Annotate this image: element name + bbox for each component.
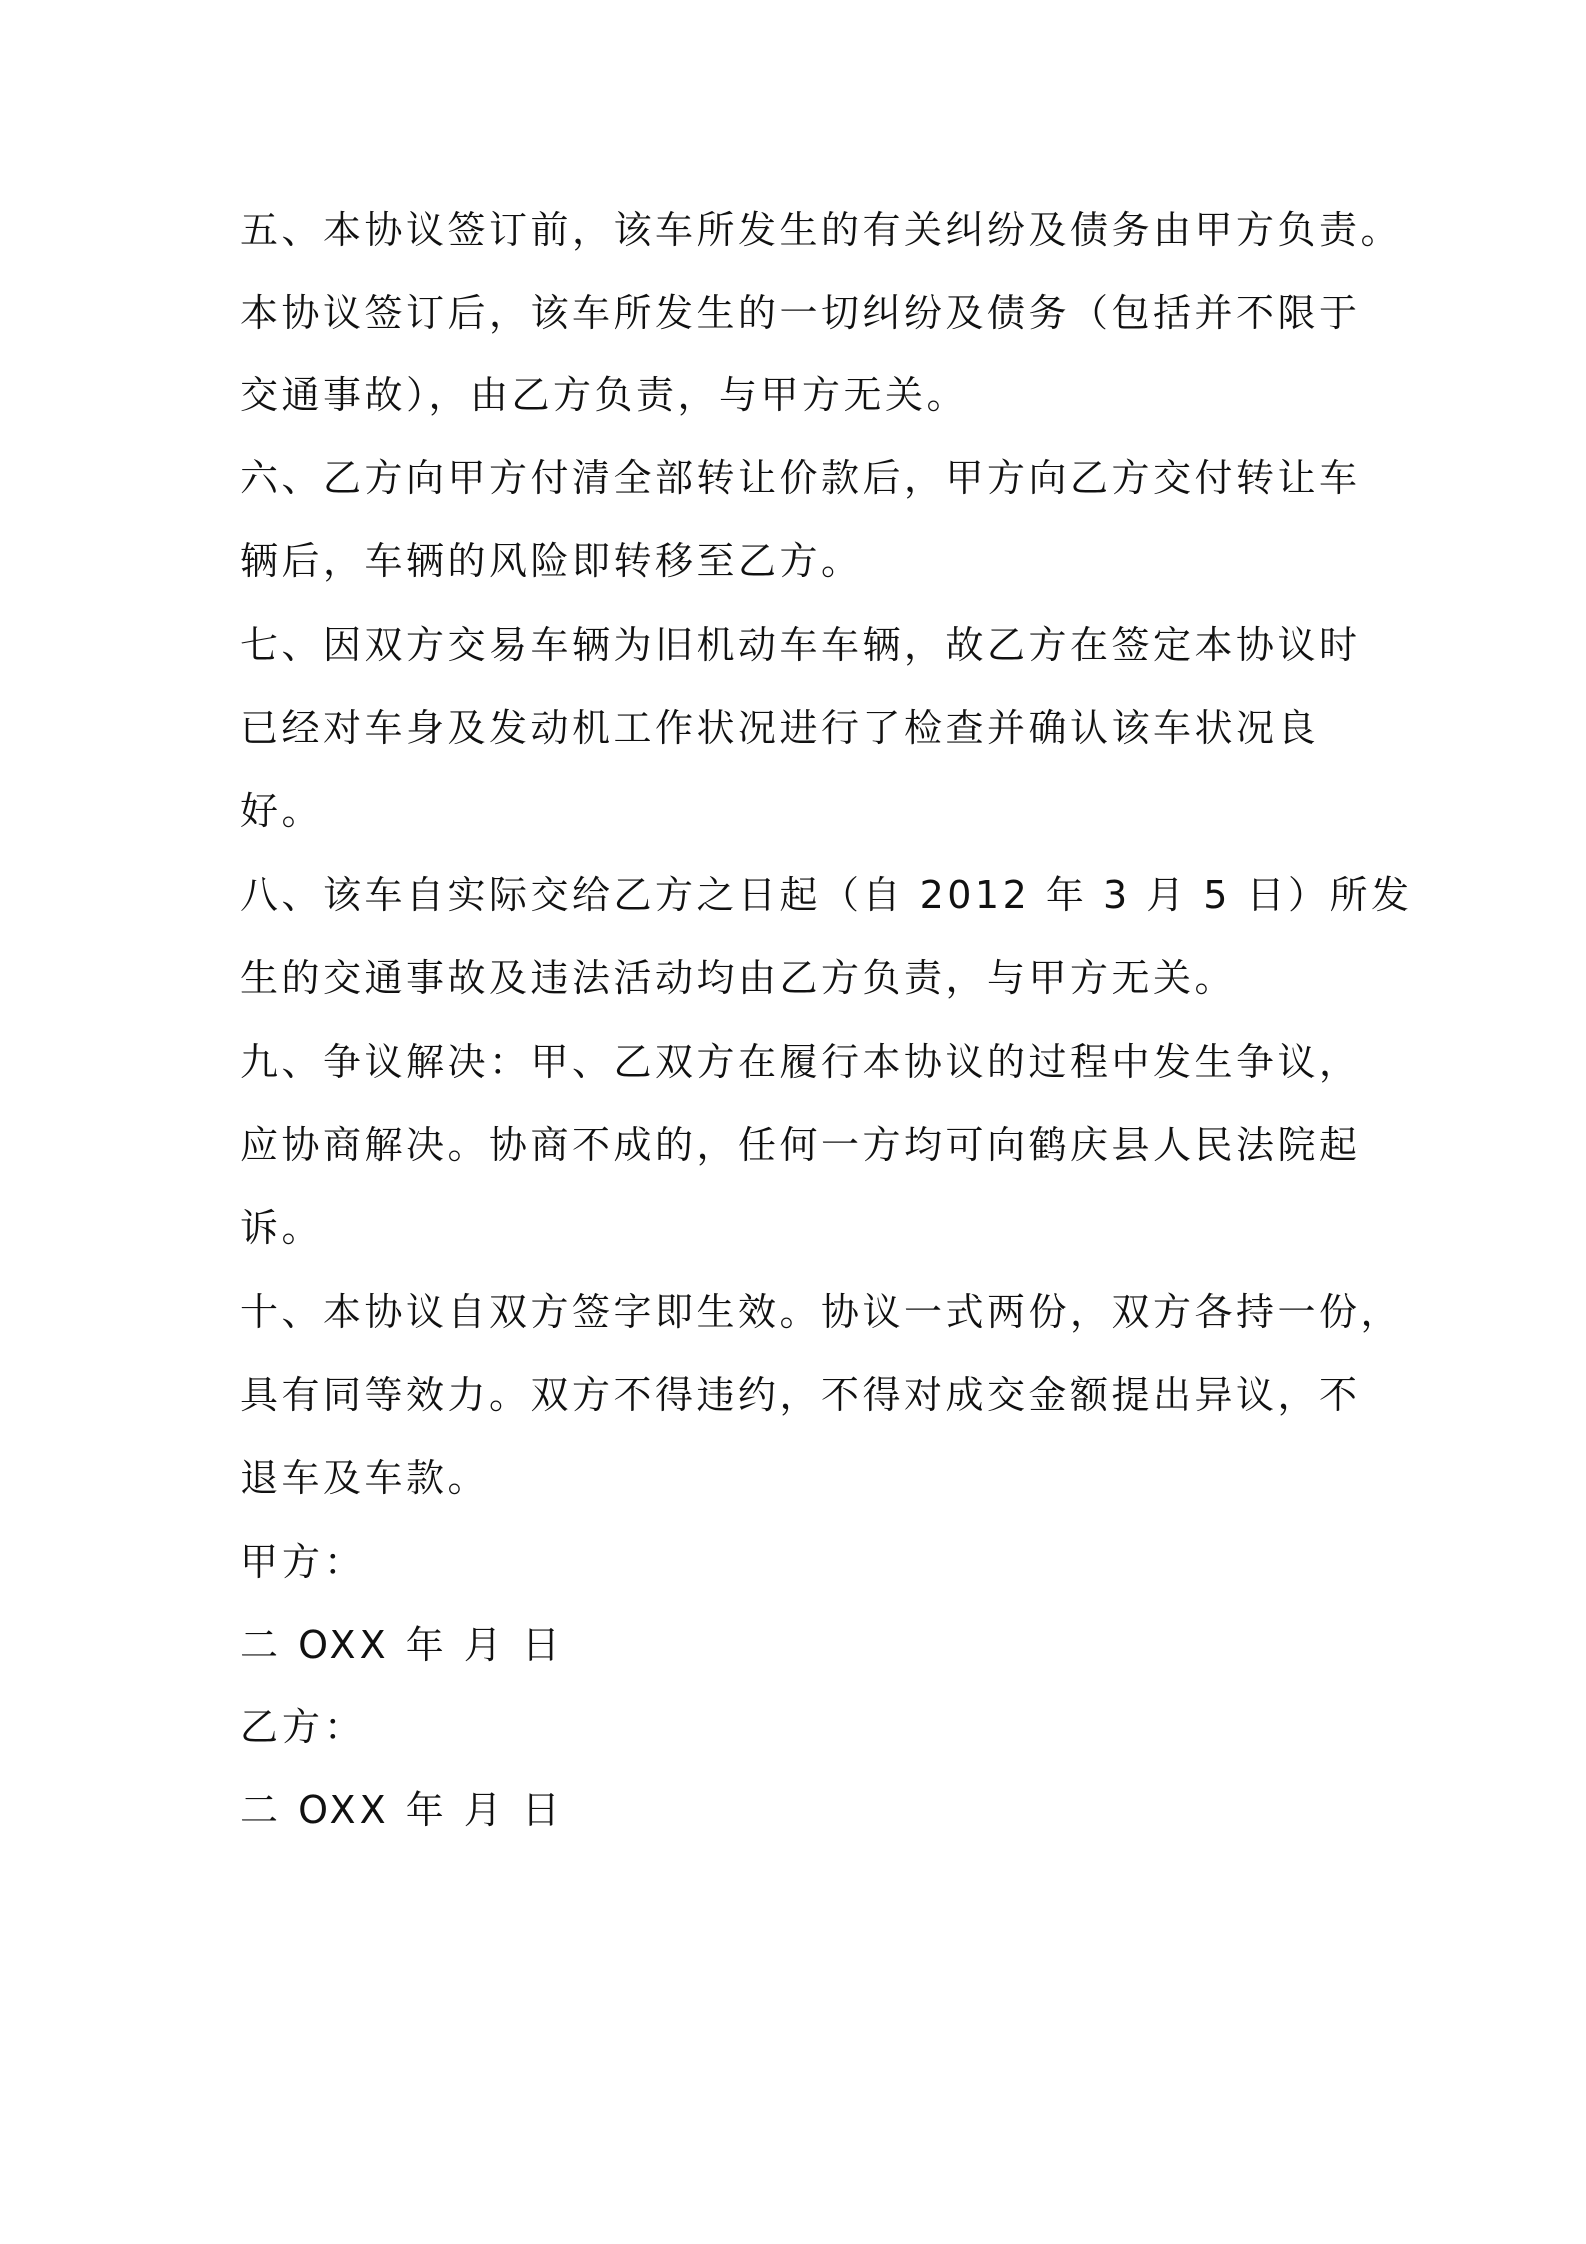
clause-9-line-3: 诉。 [240, 1206, 324, 1250]
party-b-date: 二 OXX 年 月 日 [240, 1788, 564, 1832]
clause-10-line-3: 退车及车款。 [240, 1456, 490, 1500]
clause-7-line-2: 已经对车身及发动机工作状况进行了检查并确认该车状况良 [240, 706, 1320, 750]
clause-9-line-2: 应协商解决。协商不成的，任何一方均可向鹤庆县人民法院起 [240, 1123, 1361, 1167]
party-a-label: 甲方： [240, 1540, 367, 1584]
clause-5-line-2: 本协议签订后，该车所发生的一切纠纷及债务（包括并不限于 [240, 291, 1361, 335]
clause-10-line-2: 具有同等效力。双方不得违约，不得对成交金额提出异议，不 [240, 1373, 1361, 1417]
clause-5-line-1: 五、本协议签订前，该车所发生的有关纠纷及债务由甲方负责。 [240, 208, 1403, 252]
clause-9-line-1: 九、争议解决：甲、乙双方在履行本协议的过程中发生争议， [240, 1040, 1361, 1084]
clause-6-line-1: 六、乙方向甲方付清全部转让价款后，甲方向乙方交付转让车 [240, 456, 1361, 500]
clause-8-line-2: 生的交通事故及违法活动均由乙方负责，与甲方无关。 [240, 956, 1237, 1000]
clause-8-line-1: 八、该车自实际交给乙方之日起（自 2012 年 3 月 5 日）所发 [240, 873, 1413, 917]
clause-10-line-1: 十、本协议自双方签字即生效。协议一式两份，双方各持一份， [240, 1290, 1403, 1334]
clause-6-line-2: 辆后，车辆的风险即转移至乙方。 [240, 539, 863, 583]
party-b-label: 乙方： [240, 1705, 367, 1749]
party-a-date: 二 OXX 年 月 日 [240, 1623, 564, 1667]
clause-7-line-3: 好。 [240, 789, 324, 833]
clause-7-line-1: 七、因双方交易车辆为旧机动车车辆，故乙方在签定本协议时 [240, 623, 1361, 667]
clause-5-line-3: 交通事故），由乙方负责，与甲方无关。 [240, 373, 969, 417]
